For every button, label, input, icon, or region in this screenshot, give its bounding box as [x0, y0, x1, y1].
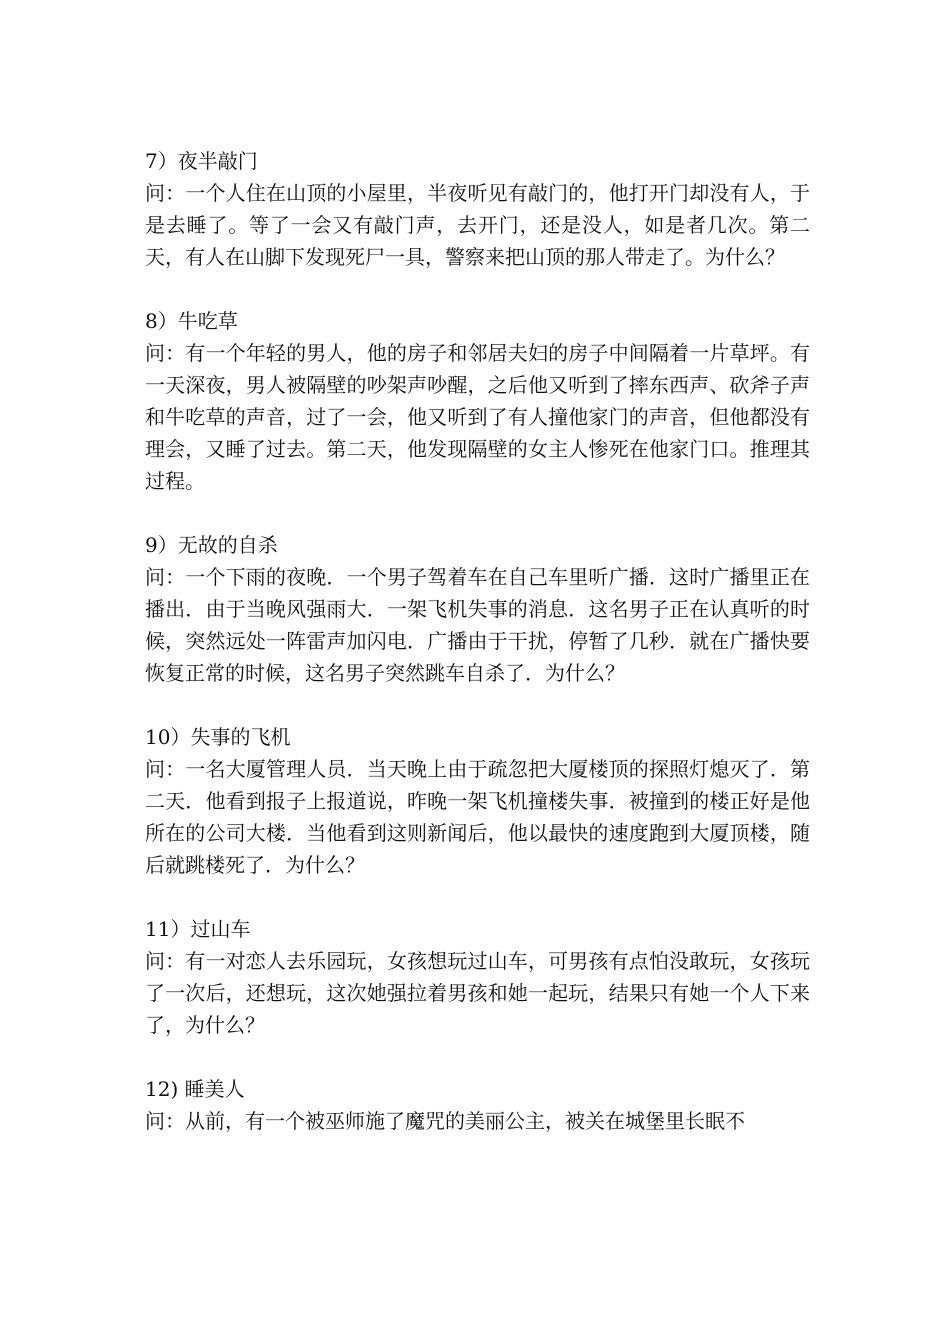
- puzzle-section: [145, 721, 810, 881]
- puzzle-title: 12) 睡美人: [145, 1077, 245, 1101]
- puzzle-title: 11）过山车: [145, 917, 251, 941]
- puzzle-question: 问：有一个年轻的男人，他的房子和邻居夫妇的房子中间隔着一片草坪。有一天深夜，男人被隔壁的吵架声吵醒，之后他又听到了摔东西声、砍斧子声和牛吃草的声音，过了一会，他又听到了有人撞他家门的声音，但他都没有理会，又睡了过去。第二天，他发现隔壁的女主人惨死在他家门口。推理其过程。: [145, 341, 810, 493]
- puzzle-title: 10）失事的飞机: [145, 725, 291, 749]
- document-body: [145, 145, 810, 1169]
- puzzle-title: 9）无故的自杀: [145, 533, 278, 557]
- puzzle-section: [145, 913, 810, 1041]
- puzzle-title: 8）牛吃草: [145, 309, 238, 333]
- puzzle-question: 问：有一对恋人去乐园玩，女孩想玩过山车，可男孩有点怕没敢玩，女孩玩了一次后，还想玩，这次她强拉着男孩和她一起玩，结果只有她一个人下来了，为什么？: [145, 949, 810, 1037]
- puzzle-section: [145, 529, 810, 689]
- puzzle-question: 问：一个人住在山顶的小屋里，半夜听见有敲门的，他打开门却没有人，于是去睡了。等了一会又有敲门声，去开门，还是没人，如是者几次。第二天，有人在山脚下发现死尸一具，警察来把山顶的那人带走了。为什么？: [145, 181, 810, 269]
- puzzle-section: [145, 145, 810, 273]
- puzzle-question: 问：从前，有一个被巫师施了魔咒的美丽公主，被关在城堡里长眠不: [145, 1109, 745, 1133]
- puzzle-section: [145, 305, 810, 497]
- puzzle-question: 问：一个下雨的夜晚．一个男子驾着车在自己车里听广播．这时广播里正在播出．由于当晚风强雨大．一架飞机失事的消息．这名男子正在认真听的时候，突然远处一阵雷声加闪电．广播由于干扰，停暂了几秒．就在广播快要恢复正常的时候，这名男子突然跳车自杀了．为什么？: [145, 565, 810, 685]
- puzzle-question: 问：一名大厦管理人员．当天晚上由于疏忽把大厦楼顶的探照灯熄灭了．第二天．他看到报子上报道说，昨晚一架飞机撞楼失事．被撞到的楼正好是他所在的公司大楼．当他看到这则新闻后，他以最快的速度跑到大厦顶楼，随后就跳楼死了．为什么？: [145, 757, 810, 877]
- puzzle-title: 7）夜半敲门: [145, 149, 258, 173]
- puzzle-section: [145, 1073, 810, 1137]
